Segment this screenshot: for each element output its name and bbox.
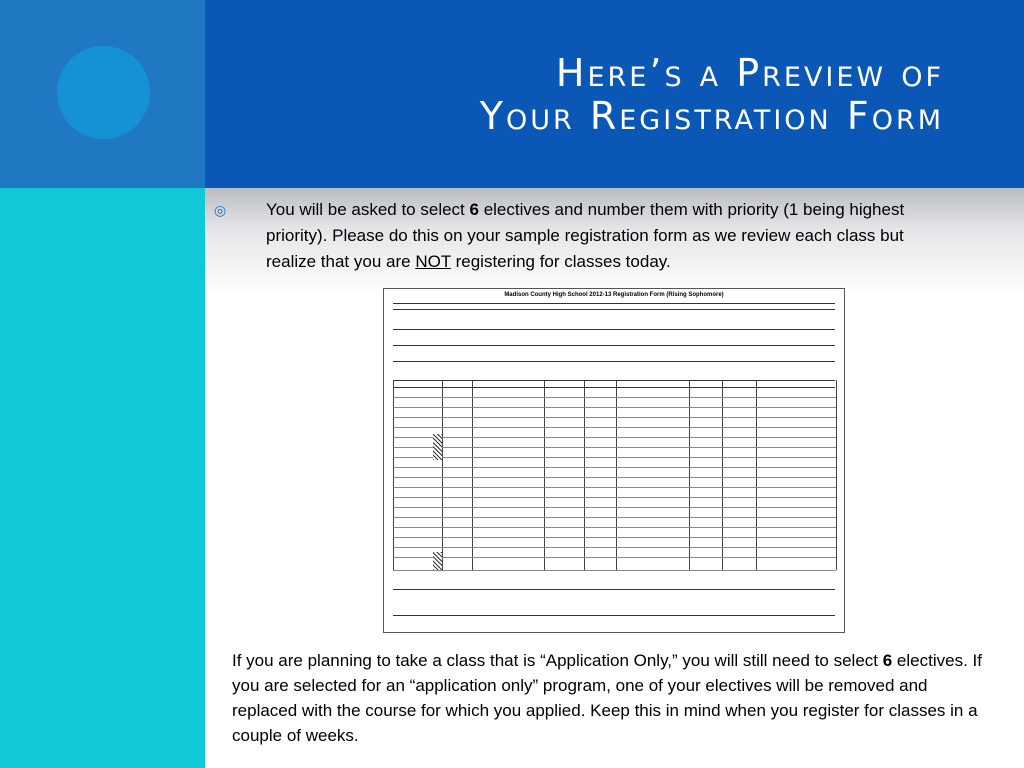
form-row bbox=[393, 467, 836, 468]
form-col bbox=[689, 380, 690, 570]
bullet-text bbox=[266, 197, 954, 275]
bullet-text-a: You will be asked to select bbox=[266, 200, 470, 219]
form-row bbox=[393, 417, 836, 418]
form-row bbox=[393, 447, 836, 448]
registration-form-image bbox=[383, 288, 845, 633]
form-hatched-cell bbox=[433, 434, 442, 460]
form-rule bbox=[393, 615, 835, 616]
slide-title bbox=[480, 52, 944, 138]
form-row bbox=[393, 547, 836, 548]
form-rule bbox=[393, 345, 835, 346]
form-row bbox=[393, 527, 836, 528]
form-rule bbox=[393, 329, 835, 330]
form-col bbox=[836, 380, 837, 570]
note-text-a: If you are planning to take a class that is “Application Only,” you will still need to select bbox=[232, 651, 883, 670]
slide-title-line2: Your Registration Form bbox=[479, 94, 944, 138]
form-col bbox=[756, 380, 757, 570]
form-row bbox=[393, 487, 836, 488]
title-band bbox=[205, 0, 1024, 188]
form-row bbox=[393, 427, 836, 428]
form-row bbox=[393, 497, 836, 498]
decorative-circle bbox=[57, 46, 150, 139]
form-col bbox=[584, 380, 585, 570]
form-col bbox=[722, 380, 723, 570]
bullet-text-c: registering for classes today. bbox=[450, 252, 671, 271]
form-row bbox=[393, 507, 836, 508]
form-rule bbox=[393, 303, 835, 304]
form-rule bbox=[393, 387, 835, 388]
bullet-point bbox=[214, 197, 954, 275]
slide-title-line1: Here’s a Preview of bbox=[555, 51, 944, 95]
form-row bbox=[393, 407, 836, 408]
form-rule bbox=[393, 309, 835, 310]
form-hatched-cell bbox=[433, 552, 442, 570]
application-only-note bbox=[232, 648, 992, 748]
form-row bbox=[393, 457, 836, 458]
form-rule bbox=[393, 361, 835, 362]
form-row bbox=[393, 477, 836, 478]
bullet-text-b: electives and number them with priority (1 being highest priority). Please do this on your sample registration form as we review each class but realize that you are bbox=[266, 200, 905, 271]
note-text-b: electives. If you are selected for an “application only” program, one of your electives will be removed and replaced with the course for which you applied. Keep this in mind when you register for classes in a couple of weeks. bbox=[232, 651, 982, 745]
form-row bbox=[393, 570, 836, 571]
form-rule bbox=[393, 589, 835, 590]
bullet-number: 6 bbox=[469, 200, 479, 219]
form-col bbox=[442, 380, 443, 570]
form-col bbox=[472, 380, 473, 570]
bullet-not-word: NOT bbox=[415, 252, 451, 271]
form-row bbox=[393, 397, 836, 398]
form-rule bbox=[393, 380, 835, 381]
form-title: Madison County High School 2012-13 Registration Form (Rising Sophomore) bbox=[504, 292, 724, 298]
form-row bbox=[393, 537, 836, 538]
form-row bbox=[393, 557, 836, 558]
left-accent-bar bbox=[0, 188, 205, 768]
form-row bbox=[393, 437, 836, 438]
form-col bbox=[616, 380, 617, 570]
target-bullet-icon: ◎ bbox=[214, 202, 227, 218]
form-col bbox=[544, 380, 545, 570]
form-col bbox=[393, 380, 394, 570]
note-number: 6 bbox=[882, 651, 893, 670]
form-row bbox=[393, 517, 836, 518]
